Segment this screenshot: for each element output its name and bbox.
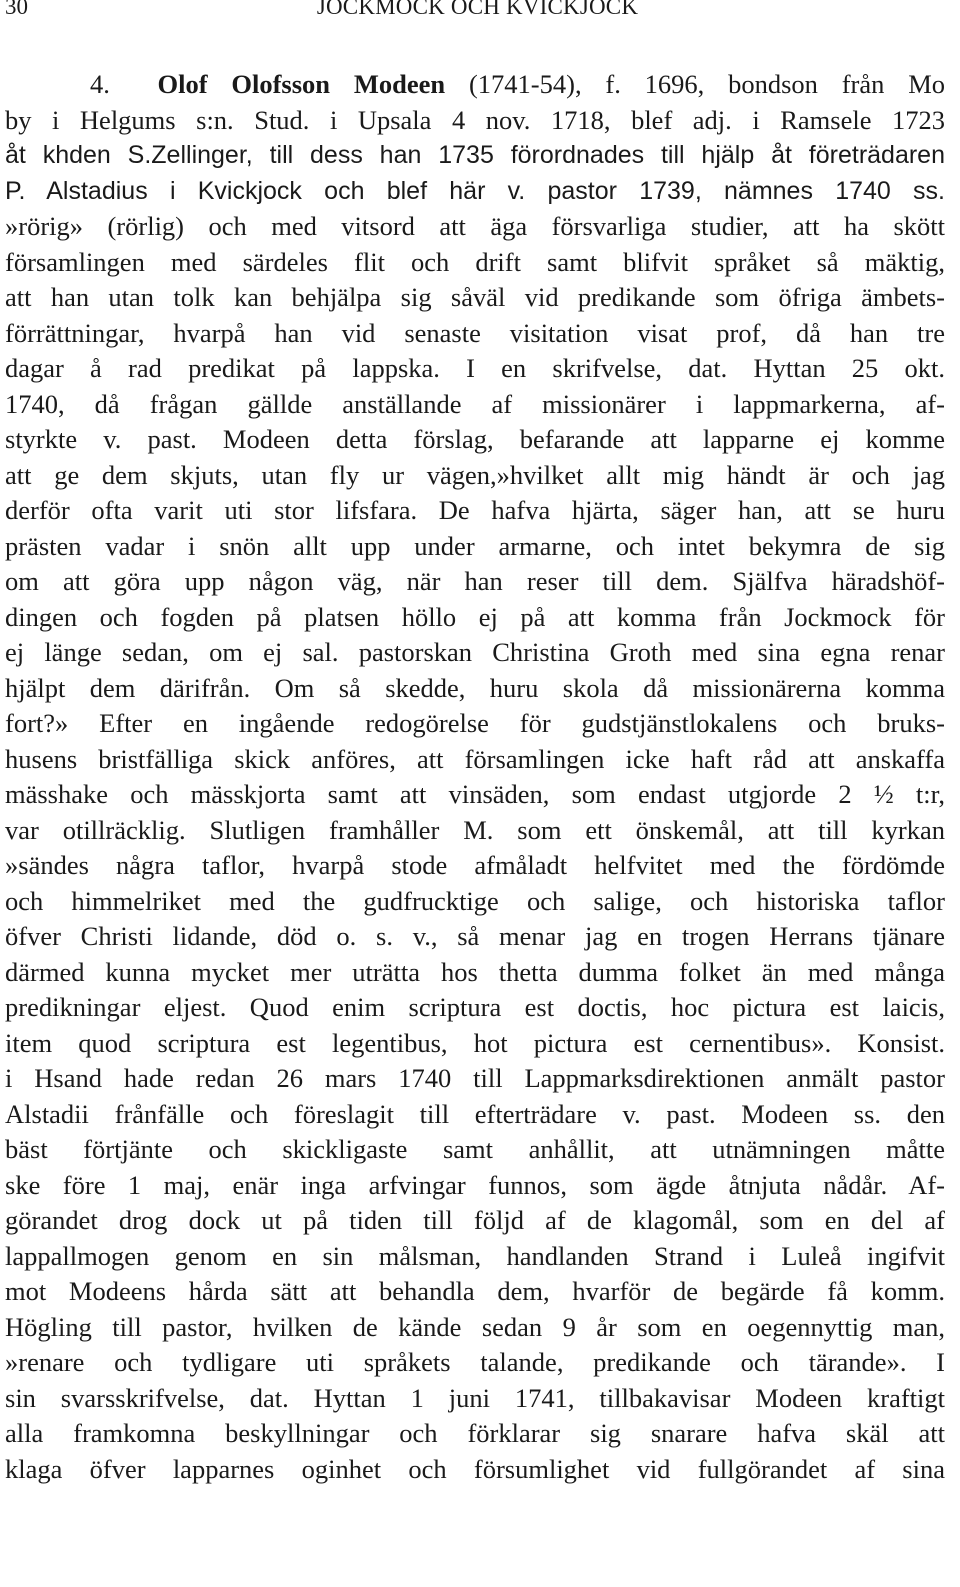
text-line: mot Modeens hårda sätt att behandla dem, hvarför de begärde få komm. bbox=[5, 1276, 945, 1306]
text-line: by i Helgums s:n. Stud. i Upsala 4 nov. 1718, blef adj. i Ramsele 1723 bbox=[5, 104, 945, 135]
text-line: fort?» Efter en ingående redogörelse för gudstjänstlokalens och bruks- bbox=[5, 708, 945, 738]
text-line: P. Alstadius i Kvickjock och blef här v. pastor 1739, nämnes 1740 ss. bbox=[5, 176, 945, 205]
text-line: Högling till pastor, hvilken de kände sedan 9 år som en oegennyttig man, bbox=[5, 1311, 945, 1342]
entry-first-line: (1741-54), f. 1696, bondson från Mo bbox=[468, 69, 946, 99]
text-line: var otillräcklig. Slutligen framhåller M. som ett önskemål, att till kyrkan bbox=[5, 814, 945, 845]
text-line: mässhake och mässkjorta samt att vinsäden, som endast utgjorde 2 ½ t:r, bbox=[5, 779, 945, 809]
text-line: »rörig» (rörlig) och med vitsord att äga försvarliga studier, att ha skött bbox=[5, 211, 945, 241]
text-line: predikningar eljest. Quod enim scriptura est doctis, hoc pictura est laicis, bbox=[5, 992, 945, 1022]
text-line: klaga öfver lapparnes oginhet och försumlighet vid fullgörandet af sina bbox=[5, 1453, 945, 1484]
text-line bbox=[5, 67, 945, 103]
text-line: åt khden S.Zellinger, till dess han 1735 förordnades till hjälp åt företrädaren bbox=[5, 141, 945, 169]
page-number: 30 bbox=[5, 0, 28, 19]
entry-number: 4. bbox=[90, 69, 110, 99]
text-line: görandet drog dock ut på tiden till följd af de klagomål, som en del af bbox=[5, 1205, 945, 1235]
text-line: församlingen med särdeles flit och drift samt blifvit språket så mäktig, bbox=[5, 246, 945, 277]
text-line: lappallmogen genom en sin målsman, handlanden Strand i Luleå ingifvit bbox=[5, 1240, 945, 1271]
running-title: JOCKMOCK OCH KVICKJOCK bbox=[316, 0, 639, 19]
text-line: alla framkomna beskyllningar och förklarar sig snarare hafva skäl att bbox=[5, 1418, 945, 1448]
text-line: »renare och tydligare uti språkets talande, predikande och tärande». I bbox=[5, 1347, 945, 1377]
text-line: ej länge sedan, om ej sal. pastorskan Christina Groth med sina egna renar bbox=[5, 637, 945, 667]
text-line: 1740, då frågan gällde anställande af missionärer i lappmarkerna, af- bbox=[5, 388, 945, 419]
text-line: ske före 1 maj, enär inga arfvingar funnos, som ägde åtnjuta nådår. Af- bbox=[5, 1169, 945, 1200]
text-line: öfver Christi lidande, död o. s. v., så menar jag en trogen Herrans tjänare bbox=[5, 921, 945, 951]
text-line: dagar å rad predikat på lappska. I en skrifvelse, dat. Hyttan 25 okt. bbox=[5, 353, 945, 383]
text-line: därmed kunna mycket mer uträtta hos thetta dumma folket än med många bbox=[5, 956, 945, 987]
text-line: i Hsand hade redan 26 mars 1740 till Lappmarksdirektionen anmält pastor bbox=[5, 1063, 945, 1093]
text-line: att han utan tolk kan behjälpa sig såväl vid predikande som öfriga ämbets- bbox=[5, 282, 945, 312]
text-line: att ge dem skjuts, utan fly ur vägen,»hvilket allt mig händt är och jag bbox=[5, 459, 945, 490]
body-text bbox=[5, 67, 945, 1487]
text-line: item quod scriptura est legentibus, hot pictura est cernentibus». Konsist. bbox=[5, 1027, 945, 1058]
text-line: husens bristfälliga skick anföres, att församlingen icke haft råd att anskaffa bbox=[5, 743, 945, 774]
text-line: Alstadii frånfälle och föreslagit till efterträdare v. past. Modeen ss. den bbox=[5, 1098, 945, 1129]
text-line: styrkte v. past. Modeen detta förslag, befarande att lapparne ej komme bbox=[5, 424, 945, 454]
entry-name: Olof Olofsson Modeen bbox=[157, 69, 446, 99]
text-line: prästen vadar i snön allt upp under armarne, och intet bekymra de sig bbox=[5, 530, 945, 561]
text-line: derför ofta varit uti stor lifsfara. De hafva hjärta, säger han, att se huru bbox=[5, 495, 945, 525]
text-line: »sändes några taflor, hvarpå stode afmåladt helfvitet med the fördömde bbox=[5, 850, 945, 880]
running-head bbox=[5, 0, 950, 22]
text-line: sin svarsskrifvelse, dat. Hyttan 1 juni 1741, tillbakavisar Modeen kraftigt bbox=[5, 1382, 945, 1413]
text-line: bäst förtjänte och skickligaste samt anhållit, att utnämningen måtte bbox=[5, 1134, 945, 1164]
text-line: förrättningar, hvarpå han vid senaste visitation visat prof, då han tre bbox=[5, 317, 945, 348]
text-line: om att göra upp någon väg, när han reser till dem. Själfva häradshöf- bbox=[5, 566, 945, 596]
text-line: och himmelriket med the gudfrucktige och salige, och historiska taflor bbox=[5, 885, 945, 916]
text-line: hjälpt dem därifrån. Om så skedde, huru skola då missionärerna komma bbox=[5, 672, 945, 703]
text-line: dingen och fogden på platsen höllo ej på att komma från Jockmock för bbox=[5, 601, 945, 632]
